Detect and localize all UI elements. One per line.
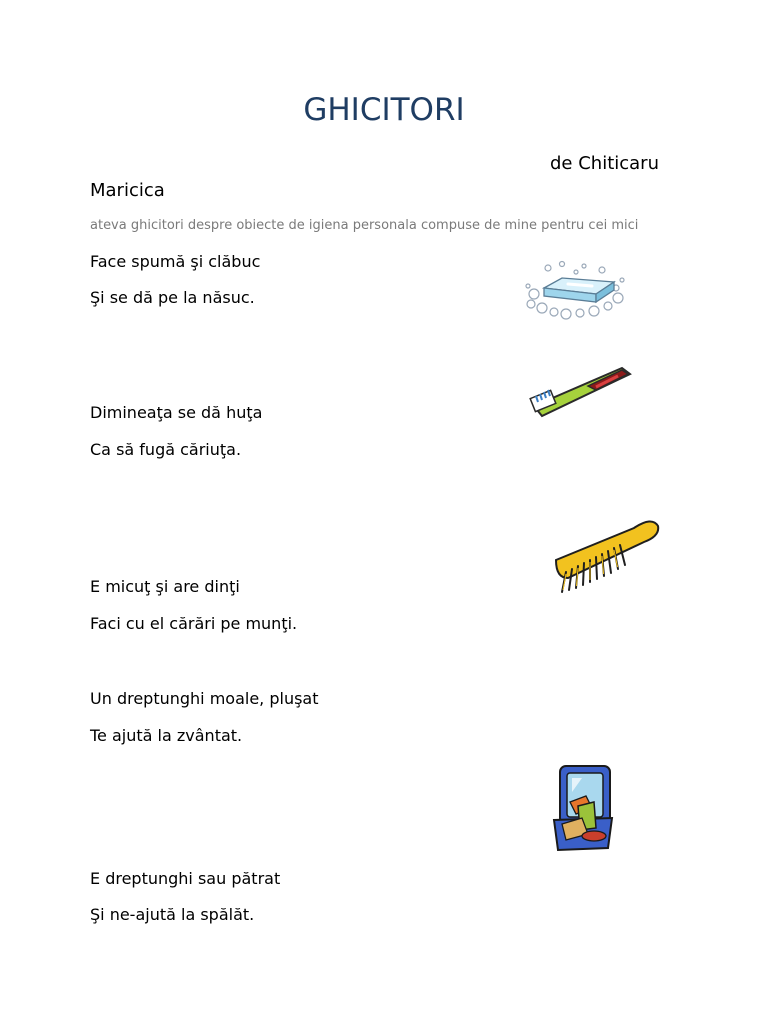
riddle-2-line-2: Ca să fugă căriuţa. [90,440,242,459]
riddle-3-line-2: Faci cu el cărări pe munţi. [90,614,298,633]
author-line-1: de Chiticaru [550,153,659,174]
riddle-1-line-1: Face spumă şi clăbuc [90,252,261,271]
toothbrush-icon [526,360,636,424]
mirror-icon [548,762,620,856]
riddle-5-line-2: Şi ne-ajută la spălăt. [90,905,255,924]
riddle-1-line-2: Şi se dă pe la năsuc. [90,288,255,307]
riddle-4-line-1: Un dreptunghi moale, pluşat [90,689,319,708]
riddle-5-line-1: E dreptunghi sau pătrat [90,869,281,888]
riddle-2-line-1: Dimineaţa se dă huţa [90,403,263,422]
author-line-2: Maricica [90,180,165,201]
riddle-4-line-2: Te ajută la zvântat. [90,726,243,745]
comb-icon [548,512,664,598]
soap-icon [522,258,628,322]
intro-text: ateva ghicitori despre obiecte de igiena personala compuse de mine pentru cei mici [90,218,639,233]
page-title: GHICITORI [303,92,465,128]
riddle-3-line-1: E micuţ şi are dinţi [90,577,240,596]
